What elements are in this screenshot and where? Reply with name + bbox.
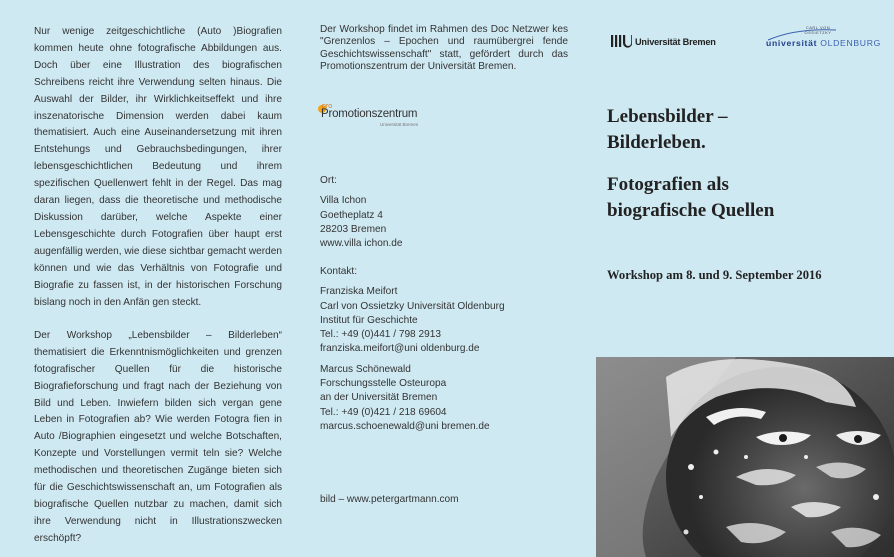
contact2-name: Marcus Schönewald <box>320 363 411 375</box>
intro-text <box>34 24 282 557</box>
location-line: Villa Ichon <box>320 195 367 207</box>
location-block <box>320 174 580 251</box>
workshop-title <box>607 104 887 224</box>
oldenburg-main-text <box>766 38 881 48</box>
contact2-institution: Forschungsstelle Osteuropa <box>320 378 447 390</box>
bremen-logo-text: Universität Bremen <box>635 37 716 47</box>
location-website: www.villa ichon.de <box>320 238 403 250</box>
bremen-logo-icon <box>610 32 632 52</box>
photo-credit: bild – www.petergartmann.com <box>320 494 459 505</box>
contact-block <box>320 265 580 434</box>
workshop-date: Workshop am 8. und 9. September 2016 <box>607 268 822 282</box>
oldenburg-word-universitaet: universität <box>766 38 818 48</box>
logo-sub-text: Universität Bremen <box>380 122 419 127</box>
snow-face-photo <box>596 357 894 557</box>
contact2-email: marcus.schoenewald@uni bremen.de <box>320 420 490 432</box>
workshop-context-text: Der Workshop findet im Rahmen des Doc Netzwer kes "Grenzenlos – Epochen und raumübergrei fende Geschichtswissenschaft" statt, gefördert durch das Promotionszentrum der Universität Bremen. <box>320 24 568 72</box>
oldenburg-logo <box>766 25 882 54</box>
title-line-1: Lebensbilder – <box>607 106 728 127</box>
contact2-department: an der Universität Bremen <box>320 392 438 404</box>
contact-heading: Kontakt: <box>320 266 358 277</box>
subtitle-line-2: biografische Quellen <box>607 200 775 221</box>
left-panel <box>0 0 298 557</box>
contact1-department: Institut für Geschichte <box>320 314 418 326</box>
contact1-name: Franziska Meifort <box>320 286 398 298</box>
promotionszentrum-logo <box>318 103 438 131</box>
title-line-2: Bilderleben. <box>607 132 706 153</box>
right-panel <box>596 0 894 557</box>
logo-pro-text: pro <box>322 103 333 110</box>
subtitle-line-1: Fotografien als <box>607 174 729 195</box>
university-logos <box>610 25 882 56</box>
contact2-phone: Tel.: +49 (0)421 / 218 69604 <box>320 406 447 418</box>
cover-photo <box>596 357 894 557</box>
middle-panel <box>298 0 596 557</box>
contact1-institution: Carl von Ossietzky Universität Oldenburg <box>320 300 505 312</box>
paragraph-workshop: Der Workshop „Lebensbilder – Bilderleben“ thematisiert die Erkenntnismöglichkeiten und grenzen fotografischer Quellen für die historische Biografieforschung und fragt nach der Beziehung von Bild und Leben. Inwiefern bilden sich vergan gene Leben in Fotografien ab? Wie werden Fotogra fien in Auto /Biographien eingesetzt und welche Botschaften, Konzepte und Vorstellungen vermit teln sie? Welche methodischen und theoretischen Zugänge bieten sich für die Geschichtswissenschaft an, um Fotografien als biografische Quellen nutzbar zu machen, damit sich ihre Verwendung nicht in Illustrationszwecken erschöpft? <box>34 329 282 544</box>
location-line: 28203 Bremen <box>320 223 387 235</box>
location-line: Goetheplatz 4 <box>320 209 383 221</box>
paragraph-intro: Nur wenige zeitgeschichtliche (Auto )Biografien kommen heute ohne fotografische Abbildungen aus. Doch über eine Illustration des biografischen Schreibens reicht ihre Verwendung selten hinaus. Die Auswahl der Bilder, ihr Wirklichkeitseffekt und ihre inszenatorische Dimension werden dabei kaum thematisiert. Auch eine Auseinandersetzung mit ihren Entstehungs und Gebrauchsbedingungen, ihrer lebensgeschichtlichen Bedeutung und ihrem spezifischen Quellenwert fehlt in der Regel. Das mag daran liegen, dass die theoretische und methodische Diskussion darüber, welche Aspekte einer Lebensgeschichte durch Fotografien über haupt erst augenfällig werden, wie diese sichtbar gemacht werden können und wie das Verhältnis von Fotografie und Biografie zu fassen ist, in der historischen Forschung bislang noch in den Anfän gen steckt. <box>34 26 283 308</box>
contact1-email: franziska.meifort@uni oldenburg.de <box>320 343 480 355</box>
location-heading: Ort: <box>320 175 337 186</box>
oldenburg-word-city: OLDENBURG <box>820 38 882 48</box>
oldenburg-small-text: CARL VON OSSIETZKY <box>804 25 832 35</box>
contact1-phone: Tel.: +49 (0)441 / 798 2913 <box>320 329 441 341</box>
logo-main-text: Promotionszentrum <box>321 108 418 120</box>
